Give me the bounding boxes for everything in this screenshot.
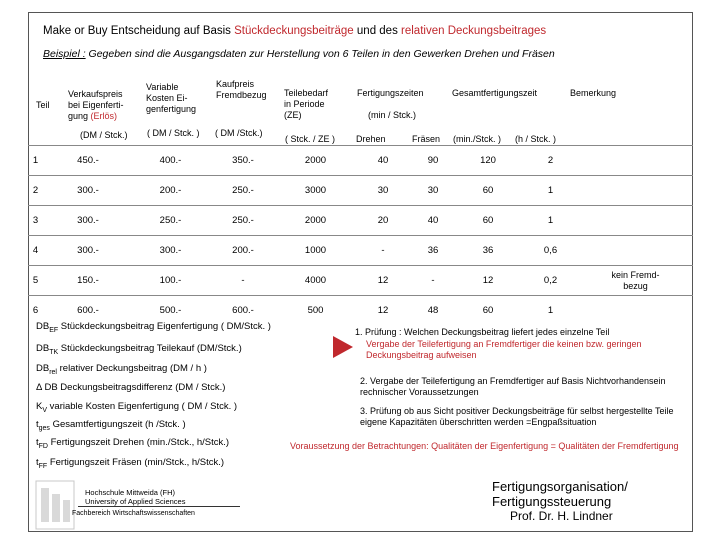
cell-var: 500.- <box>133 296 208 326</box>
header-gesamtfertigungszeit-unit: (min./Stck. ) <box>453 134 502 144</box>
cell-gesamt: 60 <box>453 176 523 206</box>
cell-teil: 4 <box>28 236 43 266</box>
footer-divider <box>78 506 240 507</box>
cell-var: 100.- <box>133 266 208 296</box>
note-vergabe-2: 2. Vergabe der Teilefertigung an Fremdfertiger auf Basis Nichtvorhandensein rechnischer Voraussetzungen <box>360 376 666 397</box>
cell-vk: 150.- <box>43 266 133 296</box>
legend-tfd: $t_{FD}$ Fertigungszeit Drehen (min./Stck., h/Stck.) <box>36 437 230 450</box>
data-table <box>28 145 693 325</box>
cell-drehen: 40 <box>353 146 413 176</box>
cell-kauf: - <box>208 266 278 296</box>
bemerkung-line: bezug <box>623 280 648 291</box>
cell-bedarf: 2000 <box>278 206 353 236</box>
footer-university: Hochschule Mittweida (FH) University of Applied Sciences <box>85 488 186 506</box>
cell-bemerkung <box>578 176 693 206</box>
cell-bedarf: 1000 <box>278 236 353 266</box>
red-arrow-icon <box>333 336 353 358</box>
cell-var: 300.- <box>133 236 208 266</box>
header-kaufpreis-unit: ( DM /Stck.) <box>215 128 263 138</box>
header-teil: Teil <box>36 100 50 110</box>
cell-kauf: 250.- <box>208 206 278 236</box>
legend-tff: $t_{FF}$ Fertigungszeit Fräsen (min/Stck., h/Stck.) <box>36 457 225 470</box>
cell-kauf: 200.- <box>208 236 278 266</box>
cell-gesamt: 36 <box>453 236 523 266</box>
header-variable-kosten-unit: ( DM / Stck. ) <box>147 128 200 138</box>
cell-h: 1 <box>523 176 578 206</box>
cell-drehen: 20 <box>353 206 413 236</box>
bemerkung-line: kein Fremd- <box>611 269 660 280</box>
cell-h: 1 <box>523 296 578 326</box>
cell-var: 250.- <box>133 206 208 236</box>
legend-tges: $t_{ges}$ Gesamtfertigungszeit (h /Stck. ) <box>36 419 186 432</box>
cell-fraesen: 90 <box>413 146 453 176</box>
note-voraussetzung: Voraussetzung der Betrachtungen: Qualitäten der Eigenfertigung = Qualitäten der Fremdfertigung <box>290 441 679 451</box>
table-row <box>28 176 693 206</box>
header-verkaufspreis-unit: (DM / Stck.) <box>80 130 128 140</box>
cell-bemerkung <box>578 296 693 326</box>
cell-fraesen: 48 <box>413 296 453 326</box>
cell-h: 0,6 <box>523 236 578 266</box>
cell-fraesen: 30 <box>413 176 453 206</box>
legend-db-ef: $DB_{EF}$ Stückdeckungsbeitrag Eigenfertigung ( DM/Stck. ) <box>36 321 271 334</box>
cell-bemerkung <box>578 236 693 266</box>
legend-kv: $K_V$ variable Kosten Eigenfertigung ( DM / Stck. ) <box>36 401 238 414</box>
cell-kauf: 250.- <box>208 176 278 206</box>
cell-teil: 3 <box>28 206 43 236</box>
header-bemerkung: Bemerkung <box>570 88 617 98</box>
header-teilebedarf-unit: ( Stck. / ZE ) <box>285 134 336 144</box>
cell-var: 200.- <box>133 176 208 206</box>
note-pruefung-3: 3. Prüfung ob aus Sicht positiver Deckungsbeiträge für selbst hergestellte Teile eigene Kapazitäten überschritten werden =Engpaßsituation <box>360 406 674 427</box>
note-vergabe-1: Vergabe der Teilefertigung an Fremdfertiger die keinen bzw. geringen Deckungsbeitrag aufweisen <box>366 339 642 360</box>
cell-bedarf: 4000 <box>278 266 353 296</box>
cell-fraesen: 36 <box>413 236 453 266</box>
header-teilebedarf: Teilebedarf in Periode (ZE) <box>284 88 329 120</box>
table-row <box>28 146 693 176</box>
header-fertigungszeiten-unit: (min / Stck.) <box>368 110 417 120</box>
cell-bedarf: 500 <box>278 296 353 326</box>
cell-drehen: 12 <box>353 296 413 326</box>
cell-bemerkung <box>578 266 693 296</box>
cell-gesamt: 12 <box>453 266 523 296</box>
cell-kauf: 350.- <box>208 146 278 176</box>
cell-gesamt: 60 <box>453 296 523 326</box>
header-fertigungszeiten: Fertigungszeiten <box>357 88 424 98</box>
cell-gesamt: 60 <box>453 206 523 236</box>
slide-title: Make or Buy Entscheidung auf Basis Stückdeckungsbeiträge und des relativen Deckungsbeitrages <box>43 25 547 37</box>
legend-db-tk: $DB_{TK}$ Stückdeckungsbeitrag Teilekauf (DM/Stck.) <box>36 343 242 356</box>
cell-bemerkung <box>578 146 693 176</box>
cell-bedarf: 2000 <box>278 146 353 176</box>
cell-drehen: 30 <box>353 176 413 206</box>
cell-var: 400.- <box>133 146 208 176</box>
cell-teil: 6 <box>28 296 43 326</box>
header-stunden-unit: (h / Stck. ) <box>515 134 557 144</box>
footer-department: Fachbereich Wirtschaftswissenschaften <box>72 510 195 517</box>
example-subtitle: Beispiel : Gegeben sind die Ausgangsdaten zur Herstellung von 6 Teilen in den Gewerken Drehen und Fräsen <box>43 48 555 60</box>
header-variable-kosten: Variable Kosten Ei- genfertigung <box>146 82 197 114</box>
cell-teil: 5 <box>28 266 43 296</box>
cell-bemerkung <box>578 206 693 236</box>
cell-bedarf: 3000 <box>278 176 353 206</box>
header-verkaufspreis: Verkaufspreis bei Eigenferti- gung (Erlös) <box>68 89 124 121</box>
cell-teil: 2 <box>28 176 43 206</box>
cell-vk: 600.- <box>43 296 133 326</box>
legend-delta-db: Δ DB Deckungsbeitragsdifferenz (DM / Stck.) <box>36 382 226 393</box>
cell-vk: 300.- <box>43 236 133 266</box>
note-pruefung-1: 1. Prüfung : Welchen Deckungsbeitrag liefert jedes einzelne Teil <box>355 327 610 337</box>
footer-course: Fertigungsorganisation/ Fertigungssteuerung <box>492 479 628 509</box>
legend-db-rel: $DB_{rel}$ relativer Deckungsbeitrag (DM / h ) <box>36 363 207 376</box>
table-row <box>28 236 693 266</box>
cell-fraesen: 40 <box>413 206 453 236</box>
cell-drehen: 12 <box>353 266 413 296</box>
cell-gesamt: 120 <box>453 146 523 176</box>
table-row <box>28 206 693 236</box>
header-drehen: Drehen <box>356 134 386 144</box>
cell-h: 2 <box>523 146 578 176</box>
cell-drehen: - <box>353 236 413 266</box>
table-row <box>28 266 693 296</box>
cell-teil: 1 <box>28 146 43 176</box>
cell-fraesen: - <box>413 266 453 296</box>
footer-author: Prof. Dr. H. Lindner <box>510 509 613 523</box>
cell-vk: 450.- <box>43 146 133 176</box>
header-kaufpreis: Kaufpreis Fremdbezug <box>216 79 267 100</box>
cell-h: 0,2 <box>523 266 578 296</box>
header-gesamtfertigungszeit: Gesamtfertigungszeit <box>452 88 538 98</box>
header-fraesen: Fräsen <box>412 134 441 144</box>
cell-vk: 300.- <box>43 206 133 236</box>
cell-kauf: 600.- <box>208 296 278 326</box>
cell-h: 1 <box>523 206 578 236</box>
university-logo-icon <box>35 480 75 530</box>
cell-vk: 300.- <box>43 176 133 206</box>
